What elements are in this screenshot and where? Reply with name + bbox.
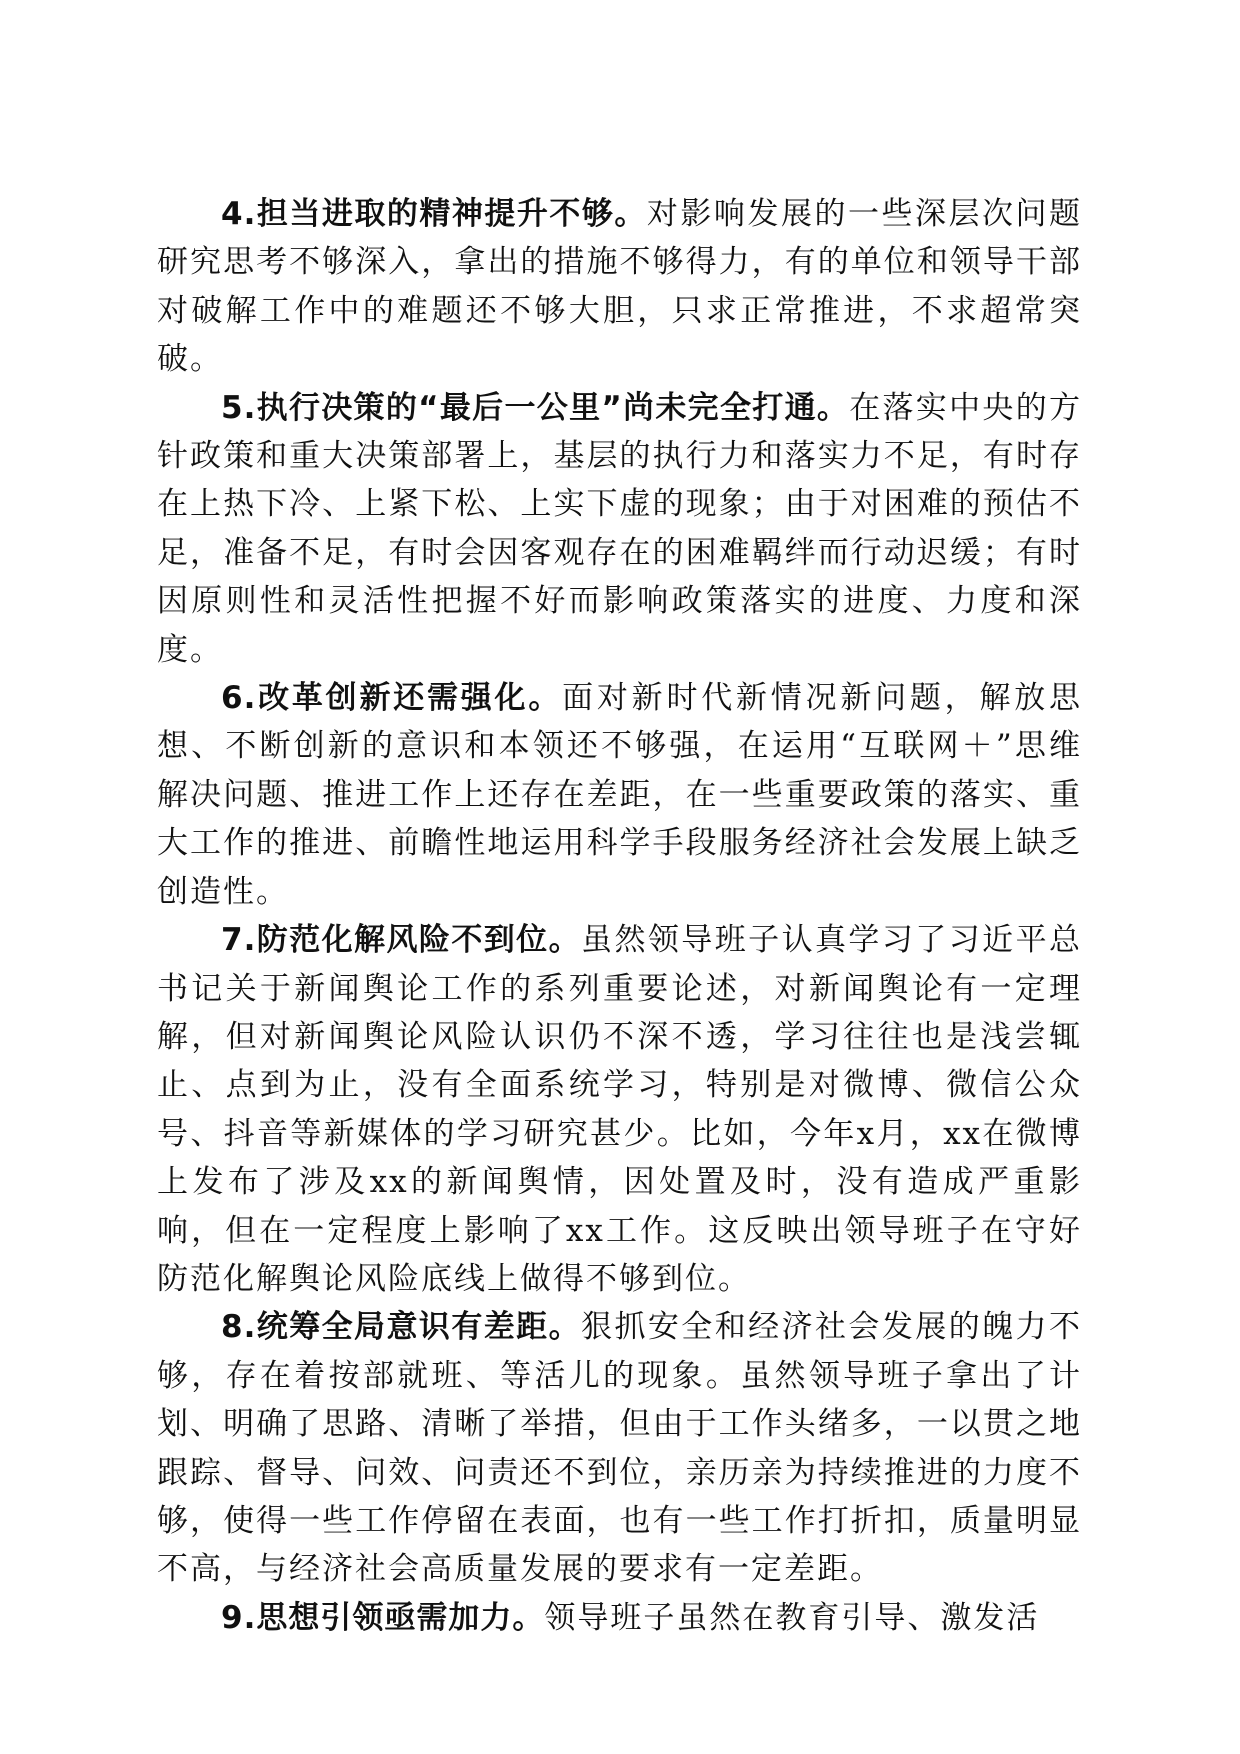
paragraph-5-heading: 5.执行决策的“最后一公里”尚未完全打通。	[221, 389, 850, 426]
paragraph-4-heading: 4.担当进取的精神提升不够。	[221, 196, 647, 232]
document-page	[157, 190, 1082, 1642]
paragraph-6-body: 面对新时代新情况新问题，解放思想、不断创新的意识和本领还不够强，在运用“互联网＋”思维解决问题、推进工作上还存在差距，在一些重要政策的落实、重大工作的推进、前瞻性地运用科学手段服务经济社会发展上缺乏创造性。	[157, 680, 1082, 910]
paragraph-8-heading: 8.统筹全局意识有差距。	[221, 1309, 582, 1346]
paragraph-5	[157, 384, 1082, 674]
paragraph-9-body: 领导班子虽然在教育引导、激发活	[544, 1599, 1040, 1636]
paragraph-9-heading: 9.思想引领亟需加力。	[221, 1599, 545, 1636]
paragraph-6	[157, 674, 1082, 916]
paragraph-9	[157, 1594, 1082, 1642]
paragraph-7-body: 虽然领导班子认真学习了习近平总书记关于新闻舆论工作的系列重要论述，对新闻舆论有一定理解，但对新闻舆论风险认识仍不深不透，学习往往也是浅尝辄止、点到为止，没有全面系统学习，特别是对微博、微信公众号、抖音等新媒体的学习研究甚少。比如，今年x月，xx在微博上发布了涉及xx的新闻舆情，因处置及时，没有造成严重影响，但在一定程度上影响了xx工作。这反映出领导班子在守好防范化解舆论风险底线上做得不够到位。	[157, 922, 1082, 1297]
paragraph-7-heading: 7.防范化解风险不到位。	[221, 922, 582, 959]
paragraph-4	[157, 190, 1082, 384]
paragraph-5-body: 在落实中央的方针政策和重大决策部署上，基层的执行力和落实力不足，有时存在上热下冷、上紧下松、上实下虚的现象；由于对困难的预估不足，准备不足，有时会因客观存在的困难羁绊而行动迟缓；有时因原则性和灵活性把握不好而影响政策落实的进度、力度和深度。	[157, 389, 1083, 668]
paragraph-8-body: 狠抓安全和经济社会发展的魄力不够，存在着按部就班、等活儿的现象。虽然领导班子拿出了计划、明确了思路、清晰了举措，但由于工作头绪多，一以贯之地跟踪、督导、问效、问责还不到位，亲历亲为持续推进的力度不够，使得一些工作停留在表面，也有一些工作打折扣，质量明显不高，与经济社会高质量发展的要求有一定差距。	[157, 1309, 1082, 1588]
paragraph-8	[157, 1303, 1082, 1593]
paragraph-4-body: 对影响发展的一些深层次问题研究思考不够深入，拿出的措施不够得力，有的单位和领导干部对破解工作中的难题还不够大胆，只求正常推进，不求超常突破。	[157, 196, 1082, 378]
paragraph-6-heading: 6.改革创新还需强化。	[221, 680, 563, 717]
paragraph-7	[157, 916, 1082, 1303]
